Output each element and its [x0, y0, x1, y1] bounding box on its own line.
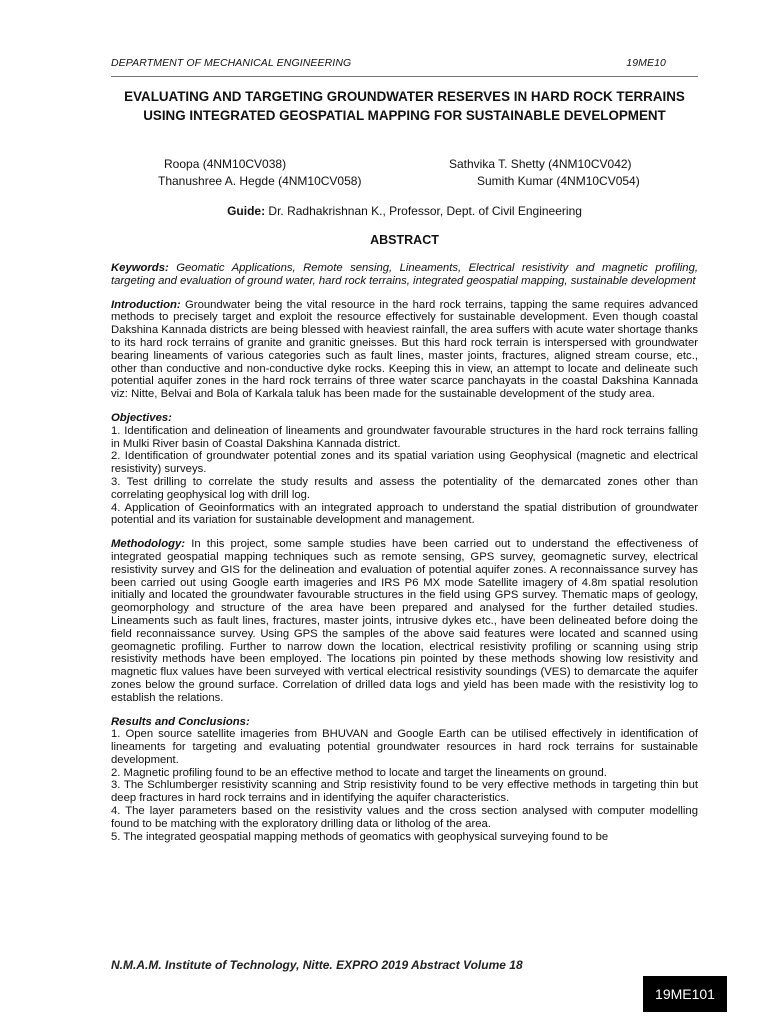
author-list: [111, 156, 698, 190]
page-number-badge: 19ME101: [643, 976, 727, 1012]
author-3: Thanushree A. Hegde (4NM10CV058): [158, 174, 362, 188]
methodology-text: In this project, some sample studies have been carried out to understand the effectiveness of integrated geospatial mapping techniques such as remote sensing, GPS survey, geomagnetic survey, electrical resistivity survey and GIS for the delineation and evaluation of potential aquifer zones. A reconnaissance survey has been carried out using Google earth imageries and IRS P6 MX mode Satellite imagery of 4.8m spatial resolution initially and located the groundwater favourable structures in the field using GPS survey. Thematic maps of geology, geomorphology and structure of the area have been prepared and analysed for the further detailed studies. Lineaments such as fault lines, fractures, master joints, intrusive dykes etc., have been delineated before doing the field reconnaissance survey. Using GPS the samples of the above said features were located and scanned using geomagnetic profiling. Further to narrow down the location, electrical resistivity profiling or scanning using strip resistivity methods have been employed. The locations pin pointed by these methods showing low resistivity and magnetic flux values have been surveyed with vertical electrical resistivity soundings (VES) to demarcate the aquifer zones below the ground surface. Correlation of drilled data logs and yield has been made with the resistivity log to establish the relations.: [111, 538, 699, 704]
result-item: 2. Magnetic profiling found to be an effective method to locate and target the lineaments on ground.: [111, 766, 607, 779]
author-4: Sumith Kumar (4NM10CV054): [477, 174, 640, 188]
objective-item: 1. Identification and delineation of lineaments and groundwater favourable structures in the hard rock terrains falling in Mulki River basin of Coastal Dakshina Kannada district.: [111, 424, 698, 450]
keywords-text: Geomatic Applications, Remote sensing, Lineaments, Electrical resistivity and magnetic profiling, targeting and evaluation of ground water, hard rock terrains, integrated geospatial mapping, sustainable development: [111, 262, 699, 287]
author-1: Roopa (4NM10CV038): [164, 157, 287, 171]
keywords-label: Keywords:: [111, 262, 169, 274]
introduction-paragraph: [111, 299, 698, 401]
introduction-label: Introduction:: [111, 298, 181, 311]
objectives-section: [111, 412, 698, 527]
guide-line: [111, 204, 698, 218]
introduction-text: Groundwater being the vital resource in the hard rock terrains, tapping the same requires advanced methods to precisely target and exploit the resource effectively for sustainable development. Even though coastal Dakshina Kannada districts are being blessed with heaviest rainfall, the area suffers with acute water shortage thanks to its hard rock terrains of granite and granitic gneisses. But this hard rock terrain is interspersed with groundwater bearing lineaments of various categories such as fault lines, master joints, fractures, aligned stream course, etc., other than conductive and non-conductive dyke rocks. Keeping this in view, an attempt to locate and delineate such potential aquifer zones in the hard rock terrains of three water scarce panchayats in the coastal Dakshina Kannada viz: Nitte, Belvai and Bola of Karkala taluk has been made for the sustainable development of the study area.: [111, 298, 699, 401]
objective-item: 3. Test drilling to correlate the study results and assess the potentiality of the demarcated zones other than correlating geophysical log with drill log.: [111, 475, 698, 501]
results-section: [111, 716, 698, 844]
objective-item: 2. Identification of groundwater potential zones and its spatial variation using Geophysical (magnetic and electrical resistivity) surveys.: [111, 450, 698, 476]
author-2: Sathvika T. Shetty (4NM10CV042): [449, 157, 632, 171]
paper-title: EVALUATING AND TARGETING GROUNDWATER RESERVES IN HARD ROCK TERRAINS USING INTEGRATED GEOSPATIAL MAPPING FOR SUSTAINABLE DEVELOPMENT: [124, 89, 685, 123]
abstract-heading: ABSTRACT: [370, 233, 439, 247]
result-item: 5. The integrated geospatial mapping methods of geomatics with geophysical surveying found to be: [111, 830, 609, 843]
department-name: DEPARTMENT OF MECHANICAL ENGINEERING: [111, 57, 352, 69]
results-label: Results and Conclusions:: [111, 715, 250, 728]
guide-text: Dr. Radhakrishnan K., Professor, Dept. of Civil Engineering: [268, 204, 582, 218]
objectives-label: Objectives:: [111, 411, 172, 424]
methodology-label: Methodology:: [111, 538, 186, 551]
page-footer: N.M.A.M. Institute of Technology, Nitte. EXPRO 2019 Abstract Volume 18: [111, 958, 523, 972]
methodology-paragraph: [111, 538, 698, 704]
running-header: [111, 57, 698, 69]
result-item: 1. Open source satellite imageries from BHUVAN and Google Earth can be utilised effectively in identification of lineaments for targeting and evaluating potential groundwater resources in hard rock terrains for sustainable development.: [111, 728, 698, 766]
objective-item: 4. Application of Geoinformatics with an integrated approach to understand the spatial distribution of groundwater potential and its variation for sustainable development and management.: [111, 501, 698, 527]
header-divider: [111, 76, 698, 77]
result-item: 3. The Schlumberger resistivity scanning and Strip resistivity found to be very effective methods in targeting thin but deep fractures in hard rock terrains and in identifying the aquifer characteristics.: [111, 779, 698, 805]
abstract-body: [111, 262, 698, 854]
keywords-paragraph: [111, 262, 698, 288]
result-item: 4. The layer parameters based on the resistivity values and the cross section analysed with computer modelling found to be matching with the exploratory drilling data or litholog of the area.: [111, 805, 698, 830]
guide-label: Guide:: [227, 204, 266, 218]
header-code: 19ME10: [626, 57, 666, 69]
